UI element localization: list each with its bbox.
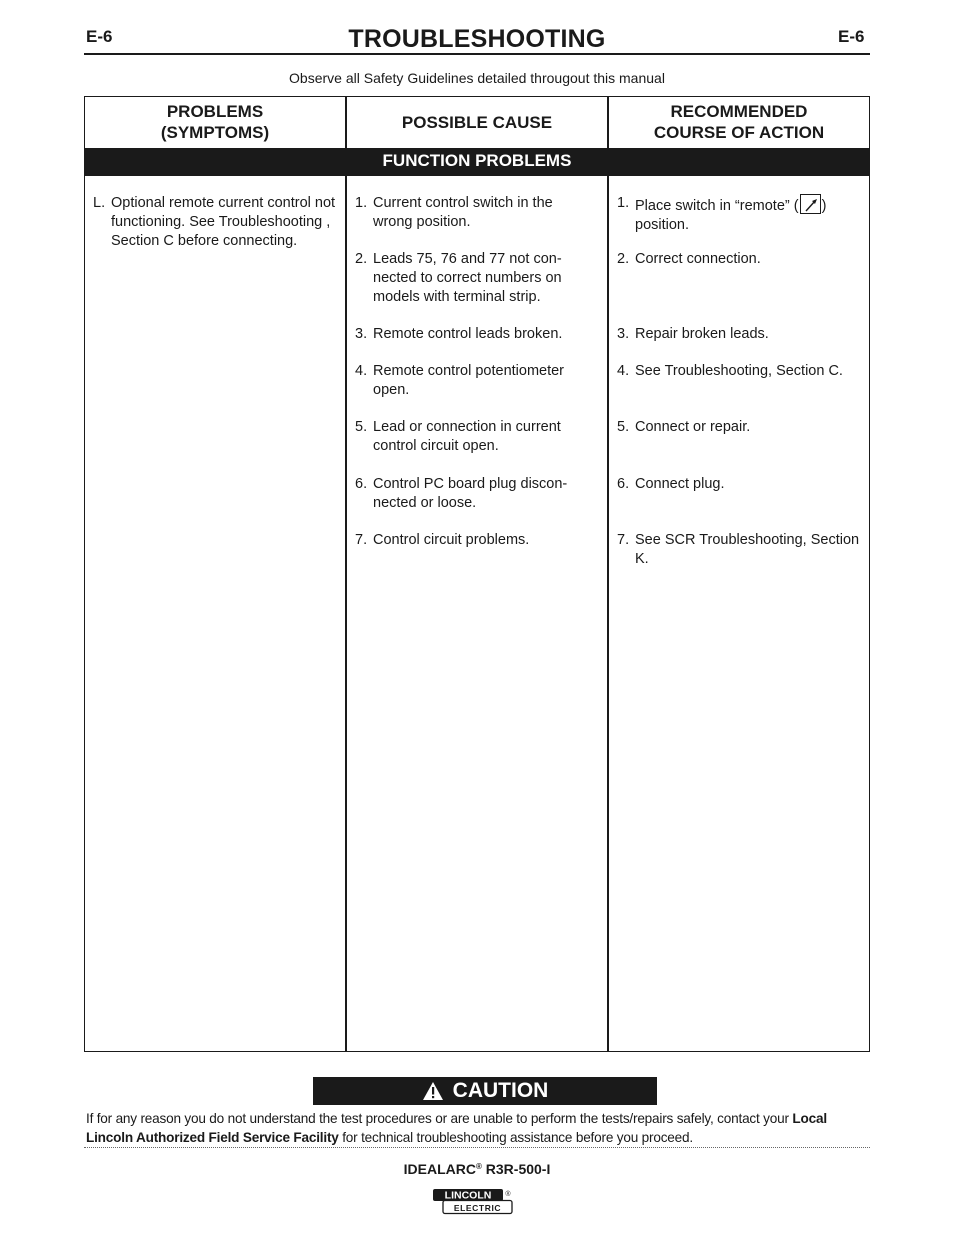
problem-item-number: L.: [93, 195, 106, 211]
cause-number: 5.: [355, 419, 368, 435]
action-text-before: Place switch in “remote” (: [635, 198, 799, 214]
action-number: 3.: [617, 326, 630, 342]
cause-text: Remote control potentiometer open.: [373, 363, 565, 398]
action-text: Correct connection.: [635, 251, 761, 267]
section-bar-function-problems: FUNCTION PROBLEMS: [84, 148, 870, 176]
cause-text: Control PC board plug discon- nected or loose.: [373, 476, 568, 511]
action-number: 4.: [617, 363, 630, 379]
cause-text: Leads 75, 76 and 77 not con- nected to correct numbers on models with terminal strip.: [373, 251, 562, 305]
column-header-recommended-action: [609, 97, 869, 147]
cause-item: [355, 325, 595, 344]
column-header-problems-line1: PROBLEMS: [166, 102, 264, 121]
page-number-left: E-6: [86, 27, 113, 46]
action-text-after: ) position.: [635, 198, 827, 233]
cause-number: 1.: [355, 195, 368, 211]
action-item: [617, 194, 865, 235]
problem-item: [93, 194, 339, 251]
lincoln-electric-logo: [432, 1188, 514, 1215]
action-number: 1.: [617, 195, 630, 211]
caution-banner: [313, 1077, 657, 1105]
cause-number: 4.: [355, 363, 368, 379]
column-header-action-line2: COURSE OF ACTION: [653, 123, 825, 142]
cause-item: [355, 250, 595, 307]
column-header-problems: [85, 97, 345, 147]
cause-number: 3.: [355, 326, 368, 342]
model-name: [0, 1161, 954, 1177]
action-item: [617, 250, 865, 269]
column-header-action-line1: RECOMMENDED: [670, 102, 808, 121]
dotted-divider: [84, 1147, 870, 1148]
cause-text: Current control switch in the wrong position.: [373, 195, 553, 230]
cause-text: Lead or connection in current control circuit open.: [373, 419, 561, 454]
caution-service-facility: Local Lincoln Authorized Field Service Facility: [86, 1111, 827, 1145]
column-header-problems-line2: (SYMPTOMS): [160, 123, 270, 142]
page-title: TROUBLESHOOTING: [348, 25, 606, 53]
column-header-possible-cause: POSSIBLE CAUSE: [401, 112, 553, 132]
logo-line2: ELECTRIC: [453, 1203, 502, 1213]
cause-text: Remote control leads broken.: [373, 326, 563, 342]
cause-item: [355, 531, 595, 550]
caution-text-after: for technical troubleshooting assistance before you proceed.: [338, 1130, 693, 1145]
action-item: [617, 531, 865, 569]
action-number: 5.: [617, 419, 630, 435]
column-divider: [607, 176, 609, 1052]
model-brand: IDEALARC: [403, 1161, 476, 1177]
page-number-right: E-6: [838, 27, 865, 46]
header-rule: [84, 53, 870, 55]
action-item: [617, 325, 865, 344]
action-item: [617, 475, 865, 494]
action-item: [617, 362, 865, 381]
action-text: Repair broken leads.: [635, 326, 769, 342]
action-text: See SCR Troubleshooting, Section K.: [635, 532, 860, 567]
model-number: R3R-500-I: [481, 1161, 551, 1177]
action-text: See Troubleshooting, Section C.: [635, 363, 843, 379]
caution-text-before: If for any reason you do not understand the test procedures or are unable to perform the tests/repairs safely, contact your: [86, 1111, 793, 1126]
logo-line1: LINCOLN: [444, 1189, 492, 1202]
action-text: Connect plug.: [635, 476, 725, 492]
cause-number: 2.: [355, 251, 368, 267]
cause-number: 6.: [355, 476, 368, 492]
cause-number: 7.: [355, 532, 368, 548]
remote-switch-icon: [800, 194, 821, 214]
logo-registered-mark: ®: [505, 1191, 511, 1198]
action-number: 6.: [617, 476, 630, 492]
cause-text: Control circuit problems.: [373, 532, 530, 548]
problem-item-text: Optional remote current control not functioning. See Troubleshooting , Section C before connecting.: [111, 195, 336, 249]
cause-item: [355, 362, 595, 400]
cause-item: [355, 194, 595, 232]
action-text: [635, 194, 865, 235]
safety-note: Observe all Safety Guidelines detailed througout this manual: [289, 70, 665, 86]
action-number: 7.: [617, 532, 630, 548]
column-divider: [345, 176, 347, 1052]
action-number: 2.: [617, 251, 630, 267]
caution-text: [86, 1109, 876, 1147]
warning-triangle-icon: [422, 1081, 444, 1101]
model-registered-mark: ®: [475, 1162, 482, 1171]
action-item: [617, 418, 865, 437]
action-text: Connect or repair.: [635, 419, 751, 435]
caution-label: CAUTION: [452, 1079, 549, 1102]
cause-item: [355, 418, 595, 456]
cause-item: [355, 475, 595, 513]
